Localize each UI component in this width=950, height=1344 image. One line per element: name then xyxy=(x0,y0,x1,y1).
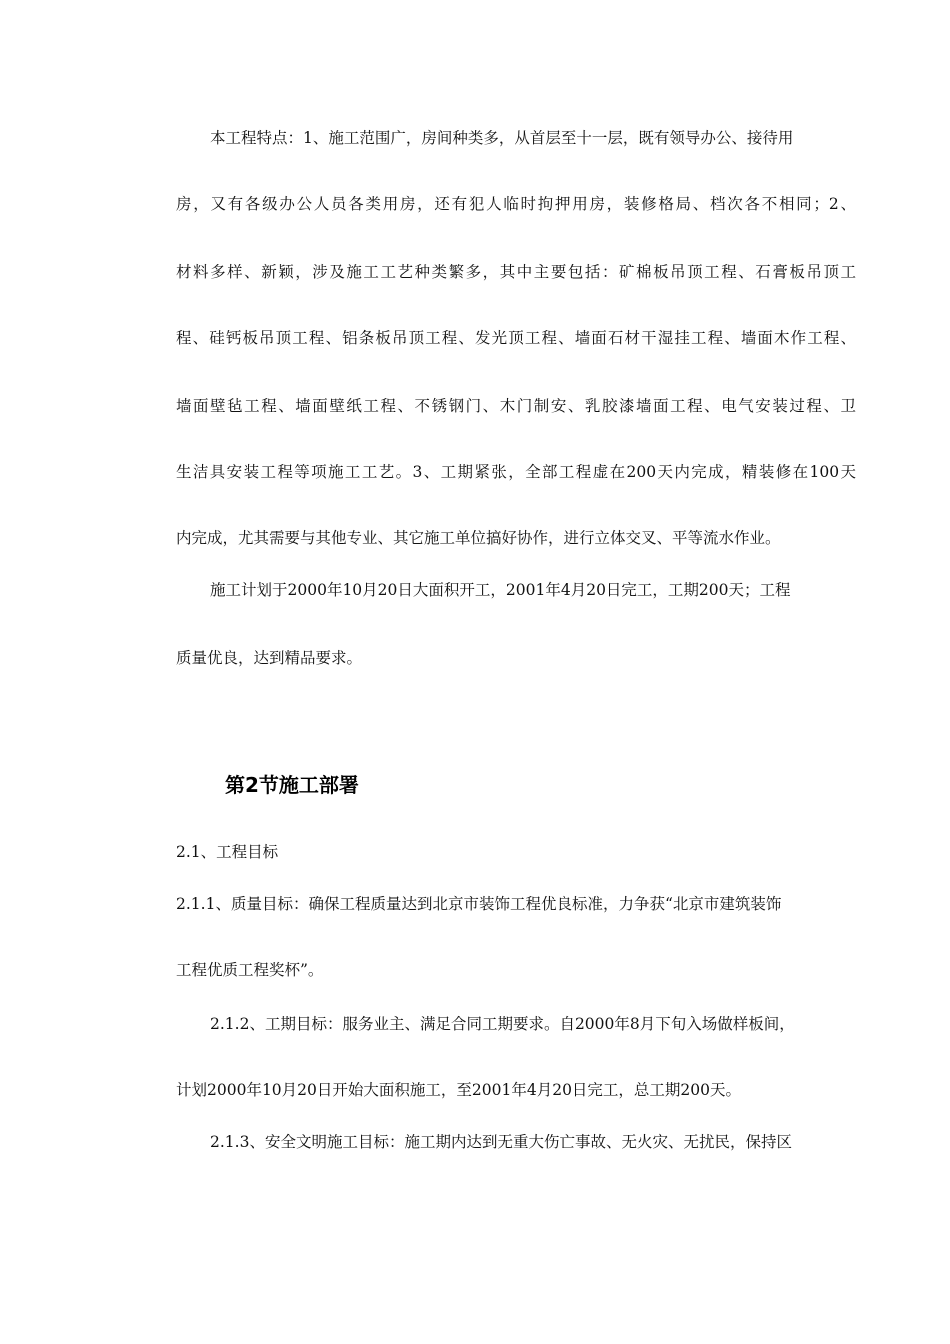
paragraph-line: 房，又有各级办公人员各类用房，还有犯人临时拘押用房，装修格局、档次各不相同；2、 xyxy=(176,195,856,213)
paragraph-line: 生洁具安装工程等项施工工艺。3、工期紧张，全部工程虚在200天内完成，精装修在100天 xyxy=(176,463,856,481)
paragraph-line: 施工计划于2000年10月20日大面积开工，2001年4月20日完工，工期200天；工程 xyxy=(210,581,791,599)
subsection-title: 2.1、工程目标 xyxy=(176,843,279,861)
paragraph-line: 墙面壁毡工程、墙面壁纸工程、不锈钢门、木门制安、乳胶漆墙面工程、电气安装过程、卫 xyxy=(176,397,856,415)
goal-quality-line: 工程优质工程奖杯”。 xyxy=(176,961,324,979)
goal-safety-line: 2.1.3、安全文明施工目标：施工期内达到无重大伤亡事故、无火灾、无扰民，保持区 xyxy=(210,1133,792,1151)
goal-quality-line: 2.1.1、质量目标：确保工程质量达到北京市装饰工程优良标准，力争获“北京市建筑装饰 xyxy=(176,895,782,913)
goal-schedule-line: 2.1.2、工期目标：服务业主、满足合同工期要求。自2000年8月下旬入场做样板间， xyxy=(210,1015,795,1033)
paragraph-line: 程、硅钙板吊顶工程、铝条板吊顶工程、发光顶工程、墙面石材干湿挂工程、墙面木作工程、 xyxy=(176,329,856,347)
paragraph-line: 本工程特点：1、施工范围广，房间种类多，从首层至十一层，既有领导办公、接待用 xyxy=(210,129,794,147)
paragraph-line: 内完成，尤其需要与其他专业、其它施工单位搞好协作，进行立体交叉、平等流水作业。 xyxy=(176,529,781,547)
section-heading: 第2节施工部署 xyxy=(225,773,359,797)
goal-schedule-line: 计划2000年10月20日开始大面积施工，至2001年4月20日完工，总工期200天。 xyxy=(176,1081,742,1099)
paragraph-line: 质量优良，达到精品要求。 xyxy=(176,649,363,667)
paragraph-line: 材料多样、新颖，涉及施工工艺种类繁多，其中主要包括：矿棉板吊顶工程、石膏板吊顶工 xyxy=(176,263,856,281)
